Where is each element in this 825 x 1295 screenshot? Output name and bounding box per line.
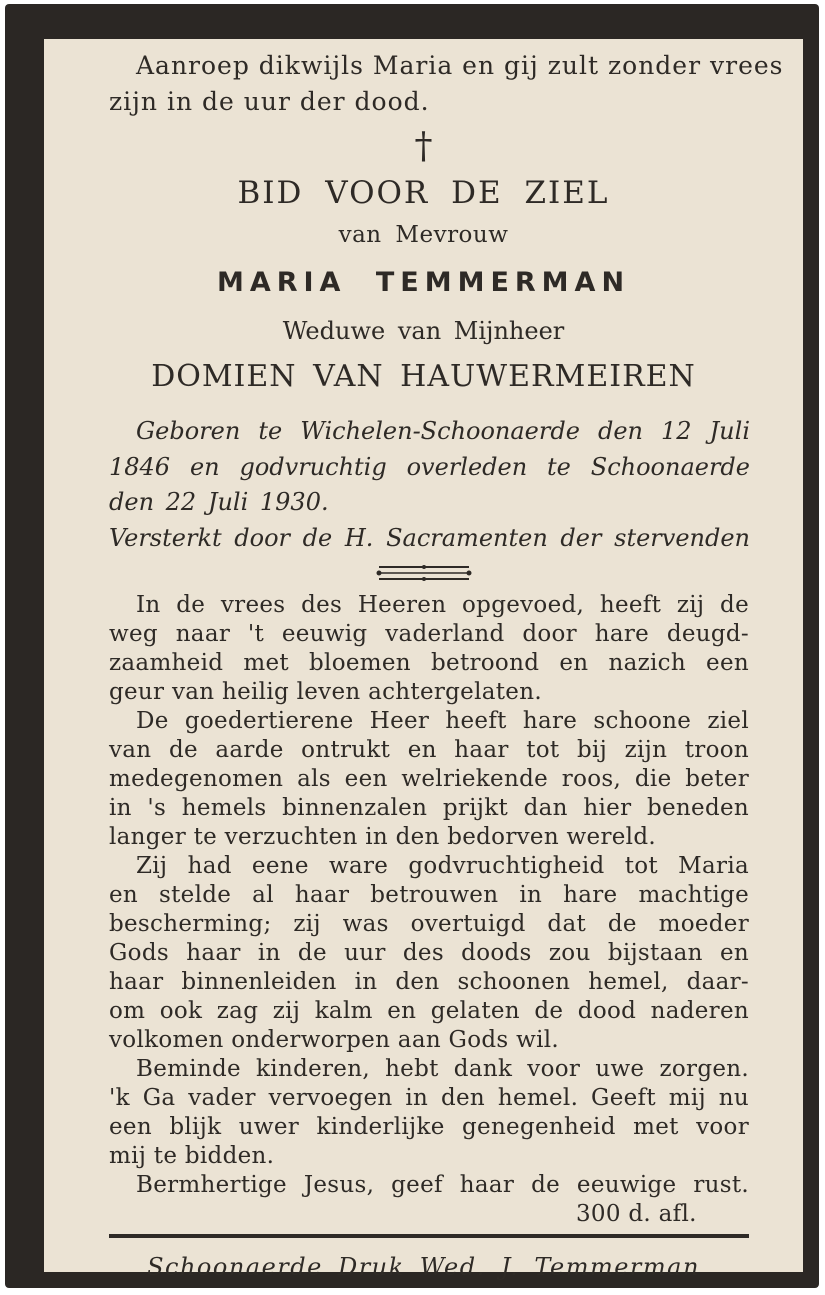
death-line: 1846 en godvruchtig overleden te Schoonaerde [109, 453, 750, 481]
prayer-line: Bermhertige Jesus, geef haar de eeuwige rust. [136, 1172, 749, 1198]
body-line-4: geur van heilig leven achtergelaten. [109, 679, 542, 705]
body-line-8: in 's hemels binnenzalen prijkt dan hier beneden [109, 795, 749, 821]
motto-line-2: zijn in de uur der dood. [109, 87, 430, 116]
body-line-9: langer te verzuchten in den bedorven wereld. [109, 824, 656, 850]
weduwe-line: Weduwe van Mijnheer [282, 317, 565, 345]
memorial-card [44, 39, 803, 1281]
body-line-12: bescherming; zij was overtuigd dat de moeder [109, 911, 749, 937]
body-line-14: haar binnenleiden in den schoonen hemel, daar- [109, 969, 749, 995]
body-line-5: De goedertierene Heer heeft hare schoone ziel [136, 708, 749, 734]
body-line-11: en stelde al haar betrouwen in hare machtige [109, 882, 749, 908]
body-line-13: Gods haar in de uur des doods zou bijstaan en [109, 940, 749, 966]
van-mevrouw: van Mevrouw [338, 222, 509, 248]
bid-voor-de-ziel-heading: BID VOOR DE ZIEL [237, 175, 610, 211]
birth-line: Geboren te Wichelen-Schoonaerde den 12 Juli [136, 417, 750, 445]
cross-icon: † [414, 126, 433, 167]
indulgence-note: 300 d. afl. [576, 1201, 697, 1227]
body-line-15: om ook zag zij kalm en gelaten de dood naderen [109, 998, 749, 1024]
death-date-line: den 22 Juli 1930. [109, 488, 329, 516]
body-line-18: 'k Ga vader vervoegen in den hemel. Geeft mij nu [109, 1085, 749, 1111]
body-line-1: In de vrees des Heeren opgevoed, heeft zij de [136, 592, 749, 618]
body-line-17: Beminde kinderen, hebt dank voor uwe zorgen. [136, 1056, 749, 1082]
printer-imprint: Schoonaerde Druk Wed. J. Temmerman [147, 1253, 700, 1281]
body-line-6: van de aarde ontrukt en haar tot bij zijn troon [109, 737, 749, 763]
body-line-19: een blijk uwer kinderlijke genegenheid met voor [109, 1114, 749, 1140]
footer-rule [109, 1234, 749, 1238]
body-line-16: volkomen onderworpen aan Gods wil. [109, 1027, 560, 1053]
memorial-card-border [5, 4, 819, 1288]
body-line-10: Zij had eene ware godvruchtigheid tot Maria [136, 853, 749, 879]
motto-line-1: Aanroep dikwijls Maria en gij zult zonder vrees [136, 51, 784, 80]
body-line-7: medegenomen als een welriekende roos, die beter [109, 766, 749, 792]
sacraments-line: Versterkt door de H. Sacramenten der stervenden [109, 524, 750, 552]
husband-name: DOMIEN VAN HAUWERMEIREN [151, 359, 696, 394]
body-line-20: mij te bidden. [109, 1143, 275, 1169]
deceased-name: MARIA TEMMERMAN [216, 267, 631, 298]
ornament-divider [375, 561, 473, 585]
body-line-3: zaamheid met bloemen betroond en nazich een [109, 650, 749, 676]
body-line-2: weg naar 't eeuwig vaderland door hare deugd- [109, 621, 749, 647]
